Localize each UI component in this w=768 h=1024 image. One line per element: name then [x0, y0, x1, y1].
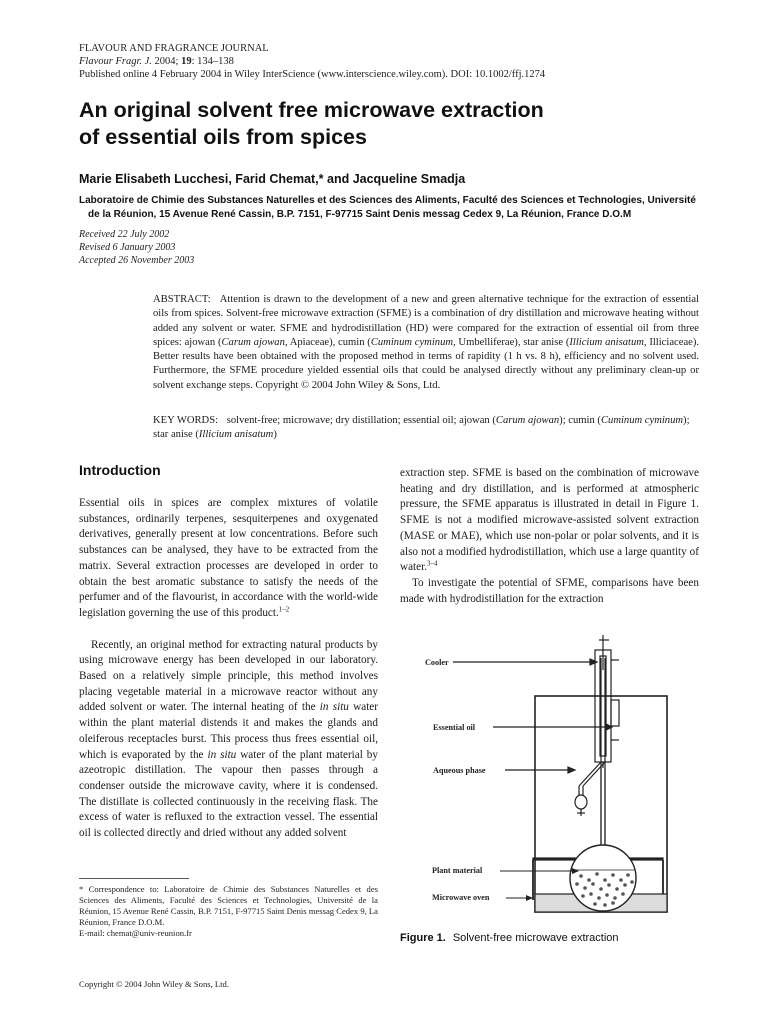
citation-year: 2004; [151, 56, 182, 67]
left-column [79, 496, 378, 842]
abstract-text-4: , Illiciaceae). Better results have been obtained with the proposed method in terms of rapidity (1 h vs. 8 h), efficiency and no solvent used. Furthermore, the SFME procedure yielded essential oils that could be analysed directly without any preliminary clean-up or solvent exchange steps. Copyright © 2004 John Wiley & Sons, Ltd. [153, 336, 700, 391]
article-dates [79, 228, 194, 267]
date-revised: Revised 6 January 2003 [79, 242, 176, 253]
intro-paragraph-3 [400, 466, 699, 576]
figure-caption [400, 932, 619, 944]
label-essential-oil: Essential oil [433, 723, 476, 732]
intro-p2-text-a: Recently, an original method for extracting natural products by using microwave energy has been developed in our laboratory. Based on a relatively simple principle, this method involves placing vegetable material in a microwave reactor without any added solvent or water. The internal heating of the [79, 638, 378, 714]
abstract-species-1: Carum ajowan [221, 336, 285, 348]
journal-citation [79, 55, 545, 68]
intro-r1-reference: 3–4 [427, 559, 438, 568]
keywords-species-1: Carum ajowan [495, 415, 560, 426]
label-microwave-oven: Microwave oven [432, 893, 490, 902]
article-title [79, 97, 699, 151]
title-line-2: of essential oils from spices [79, 125, 367, 149]
intro-p2-text-b: water within the plant material distends it and makes the glands and oleiferous receptacles burst. This process thus frees essential oil, which is evaporated by the [79, 701, 378, 761]
keywords-text-1: solvent-free; microwave; dry distillation; essential oil; ajowan ( [226, 415, 496, 426]
abstract-text-2: , Apiaceae), cumin ( [284, 336, 371, 348]
label-aqueous-phase: Aqueous phase [433, 766, 486, 775]
abstract-species-2: Cuminum cyminum [370, 336, 454, 348]
intro-p2-text-c: water of the plant material by azeotropic distillation. The vapour then passes through a condenser outside the microwave cavity, where it is condensed. The distillate is collected continuously in the receiving flask. The excess of water is refluxed to the extraction vessel. The essential oil is collected directly and dried without any added solvent [79, 748, 378, 840]
intro-p2-in-situ-1: in situ [319, 701, 349, 714]
keywords-text-3: ); star anise ( [153, 415, 690, 441]
intro-r1-text: extraction step. SFME is based on the combination of microwave heating and dry distillation, and is performed at atmospheric pressure, the SFME apparatus is illustrated in detail in Figure 1. SFME is not a modified microwave-assisted solvent extraction (MASE or MAE), which use non-polar or polar solvents, and it is also not a modified hydrodistillation, which use a large quantity of water. [400, 467, 699, 574]
intro-paragraph-4: To investigate the potential of SFME, comparisons have been made with hydrodistillation for the extraction [400, 576, 699, 605]
journal-published: Published online 4 February 2004 in Wiley InterScience (www.interscience.wiley.com). DOI: 10.1002/ffj.1274 [79, 69, 546, 80]
journal-name: FLAVOUR AND FRAGRANCE JOURNAL [79, 43, 269, 54]
lower-arrows [432, 862, 632, 912]
abstract-label: ABSTRACT: [153, 294, 211, 305]
author-affiliation [79, 194, 699, 222]
label-cooler: Cooler [425, 658, 449, 667]
citation-volume: 19 [181, 56, 192, 67]
keywords-species-2: Cuminum cyminum [600, 415, 684, 426]
date-accepted: Accepted 26 November 2003 [79, 255, 195, 266]
abstract [153, 293, 699, 393]
footnote-email: E-mail: chemat@univ-reunion.fr [79, 928, 192, 938]
date-received: Received 22 July 2002 [79, 229, 170, 240]
keywords-label: KEY WORDS: [153, 415, 219, 426]
abstract-text-3: , Umbelliferae), star anise ( [453, 336, 570, 348]
intro-paragraph-1 [79, 496, 378, 622]
abstract-species-3: Illicium anisatum [569, 336, 644, 348]
figure-caption-label: Figure 1. [400, 932, 446, 944]
keywords-text-4: ) [273, 429, 277, 441]
figure-caption-text: Solvent-free microwave extraction [452, 932, 619, 944]
footnote-rule [79, 878, 189, 879]
citation-abbrev: Flavour Fragr. J. [79, 56, 152, 67]
affiliation-line-2: de la Réunion, 15 Avenue René Cassin, B.P. 7151, F-97715 Saint Denis messag Cedex 9, La Réunion, France D.O.M [88, 209, 632, 220]
journal-header [79, 42, 545, 81]
footnote-text: * Correspondence to: Laboratoire de Chimie des Substances Naturelles et des Sciences des Aliments, Faculté des Sciences et Technologies, Université de la Réunion, 15 Avenue René Cassin, B.P. 7151, F-97715 Saint Denis messag Cedex 9, La Réunion, France D.O.M. [79, 884, 378, 927]
correspondence-footnote [79, 884, 378, 939]
section-heading-introduction: Introduction [79, 462, 161, 478]
keywords-text-2: ); cumin ( [559, 415, 601, 426]
article-authors: Marie Elisabeth Lucchesi, Farid Chemat,* and Jacqueline Smadja [79, 172, 466, 186]
abstract-text-1: Attention is drawn to the development of a new and green alternative technique for the extraction of essential oils from spices. Solvent-free microwave extraction (SFME) is a combination of dry distillation and microwave heating without added any solvent or water. SFME and hydrodistillation (HD) were compared for the extraction of essential oil from three spices: ajowan ( [153, 294, 699, 348]
intro-p2-in-situ-2: in situ [207, 748, 237, 761]
keywords-species-3: Illicium anisatum [198, 429, 274, 441]
intro-paragraph-2 [79, 638, 378, 842]
page-copyright: Copyright © 2004 John Wiley & Sons, Ltd. [79, 979, 229, 989]
affiliation-line-1: Laboratoire de Chimie des Substances Naturelles et des Sciences des Aliments, Faculté des Sciences et Technologies, Université [79, 195, 696, 206]
citation-pages: : 134–138 [191, 56, 234, 67]
title-line-1: An original solvent free microwave extraction [79, 98, 544, 122]
arrow-microwave-oven-head [526, 895, 533, 901]
arrow-plant-material-head [572, 868, 579, 874]
right-column [400, 466, 699, 607]
intro-p1-reference: 1–2 [278, 605, 290, 614]
label-plant-material: Plant material [432, 866, 483, 875]
keywords [153, 414, 699, 443]
figure-lower-labels [432, 862, 632, 912]
intro-p1-text: Essential oils in spices are complex mixtures of volatile substances, ordinarily terpenes, sesquiterpenes and oxygenated derivatives, generally present at low concentrations. Before such substances can be analysed, they have to be extracted from the matrix. Several extraction processes are developed in order to obtain the best aromatic substance to satisfy the needs of the perfumer and of the flavourist, in accordance with the world-wide legislation governing the use of this product. [79, 497, 378, 619]
